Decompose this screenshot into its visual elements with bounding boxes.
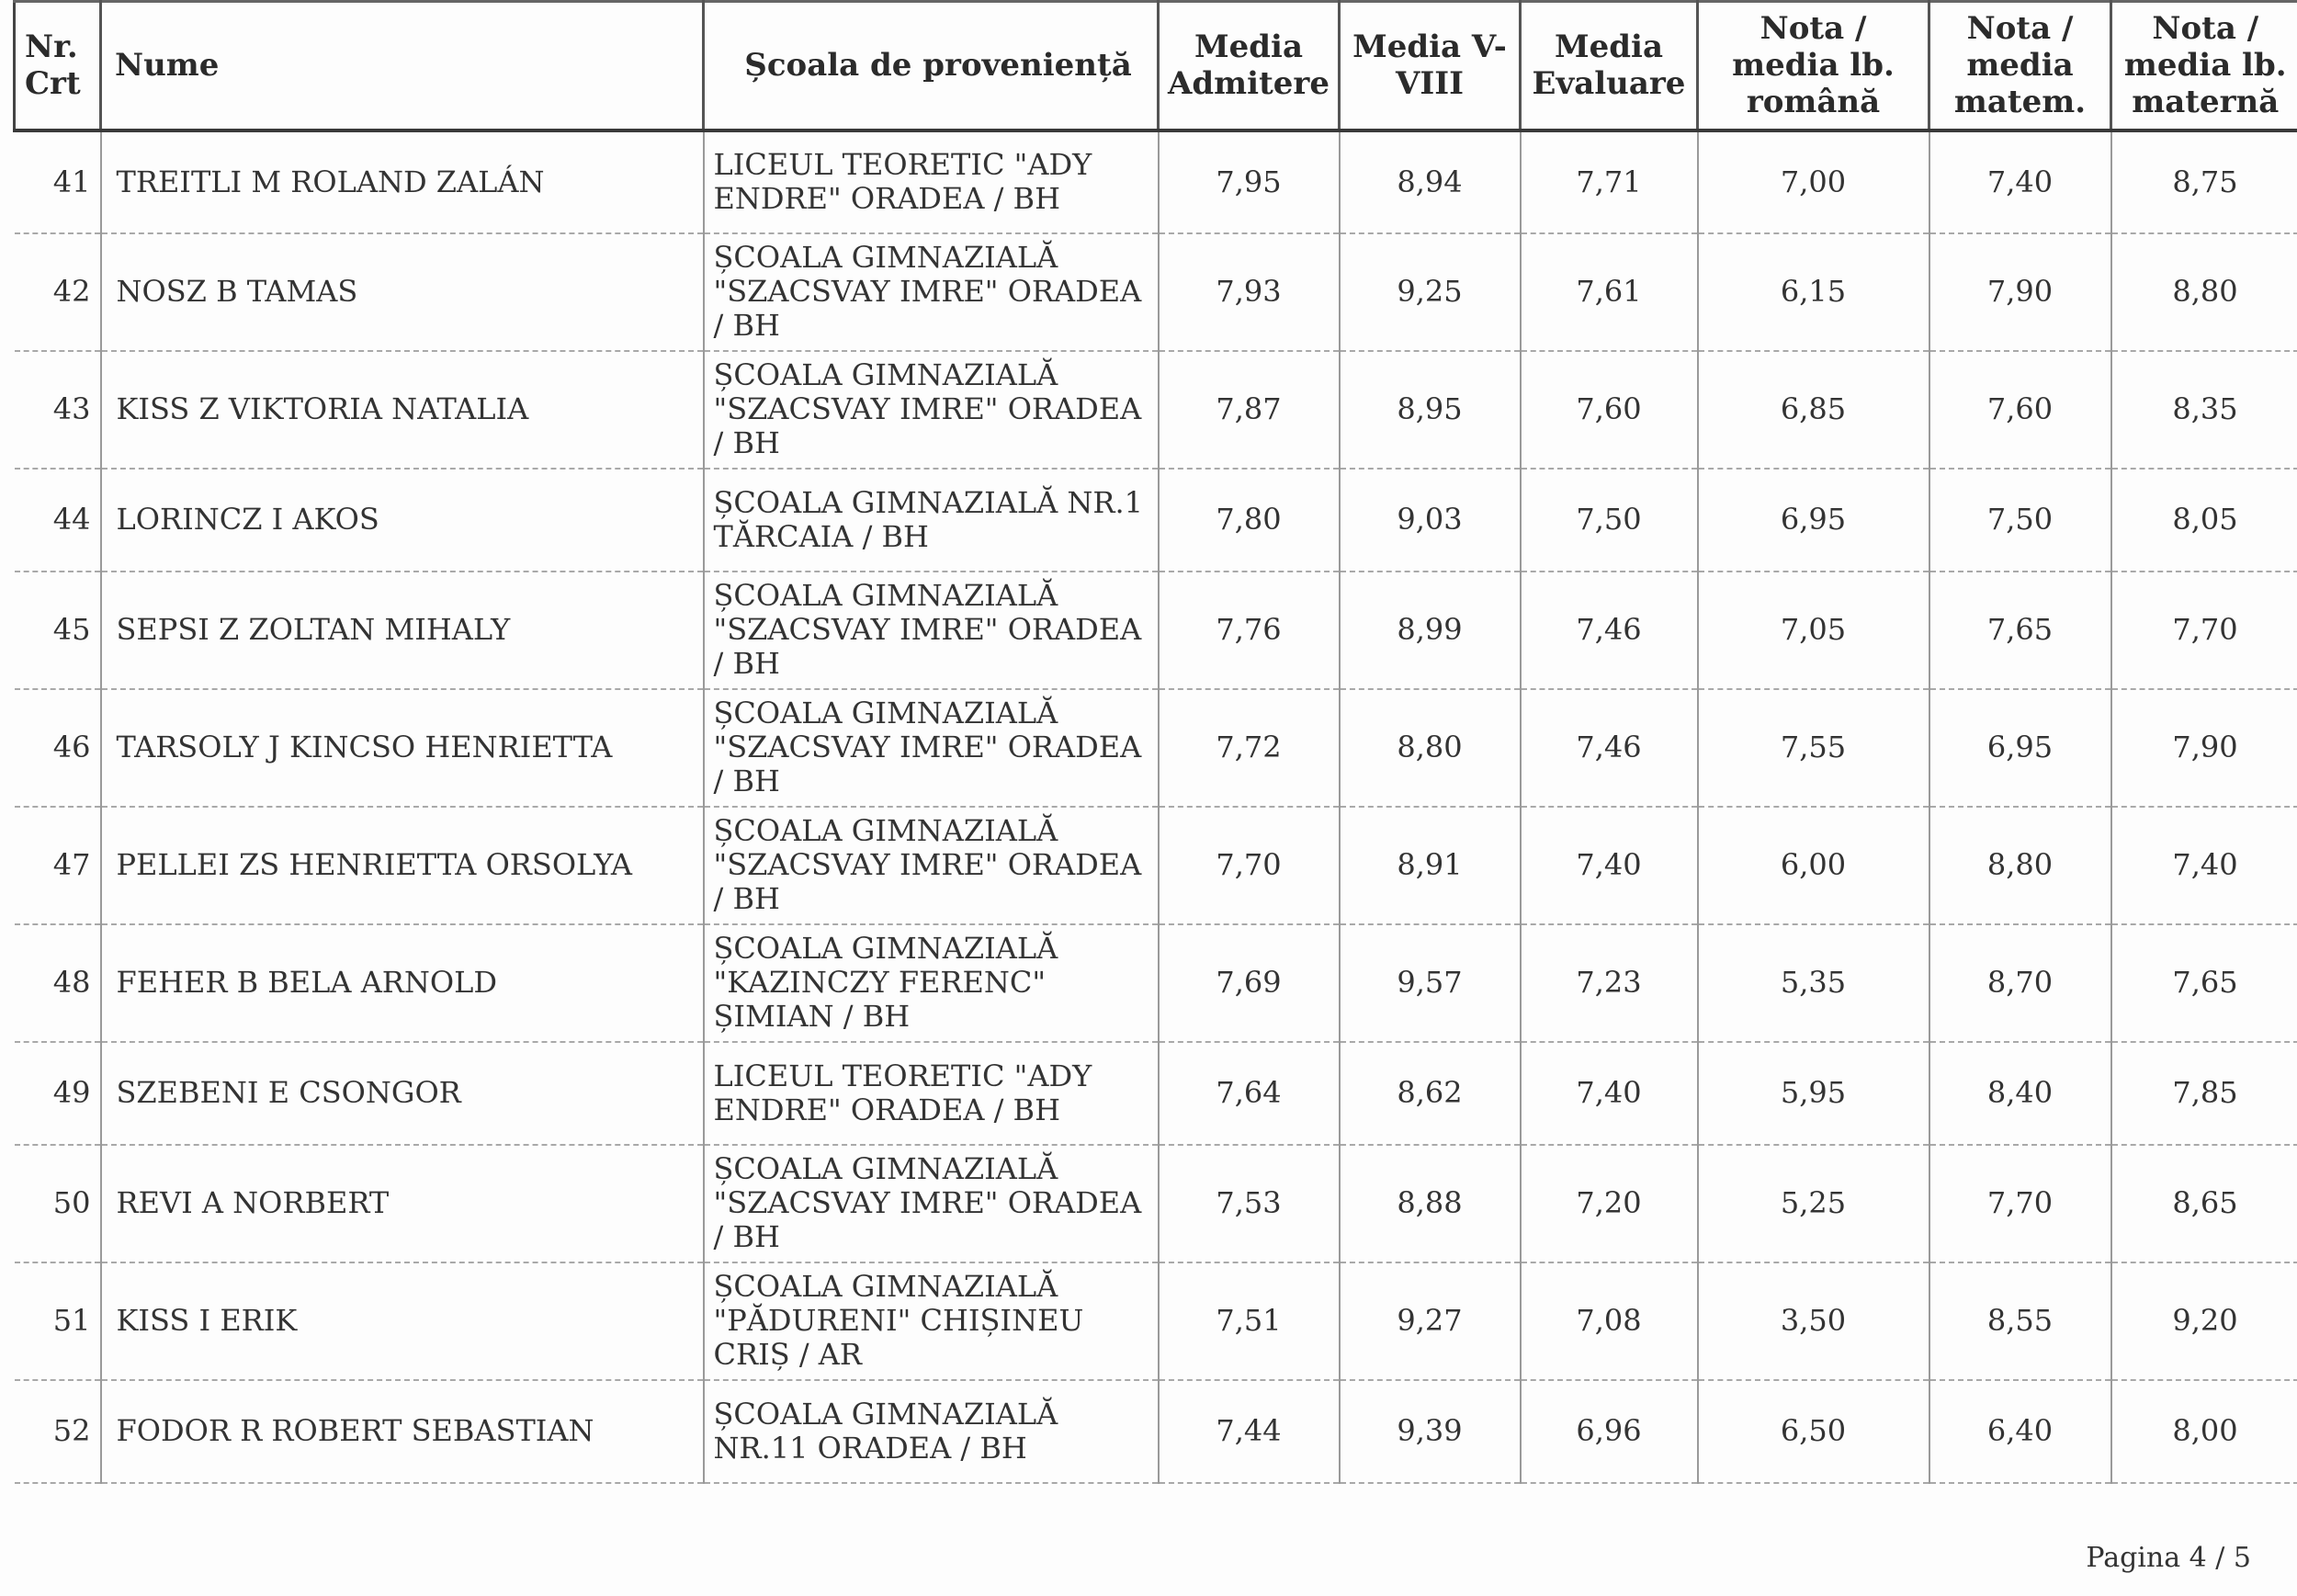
row-school: LICEUL TEORETIC "ADY ENDRE" ORADEA / BH	[704, 130, 1159, 233]
row-name: LORINCZ I AKOS	[101, 469, 704, 572]
table-row	[15, 469, 2297, 572]
row-media-admitere: 7,44	[1159, 1380, 1340, 1483]
row-nota-materna: 7,65	[2111, 924, 2297, 1042]
row-nota-materna: 7,70	[2111, 572, 2297, 689]
row-school: ȘCOALA GIMNAZIALĂ "KAZINCZY FERENC" ȘIMIAN / BH	[704, 924, 1159, 1042]
row-nota-romana: 6,95	[1698, 469, 1929, 572]
table-row	[15, 1262, 2297, 1380]
row-school: ȘCOALA GIMNAZIALĂ "SZACSVAY IMRE" ORADEA / BH	[704, 351, 1159, 469]
results-table	[13, 0, 2297, 1484]
header-nota-romana: Nota / media lb. română	[1698, 2, 1929, 130]
table-header	[15, 2, 2297, 130]
row-media-v-viii: 9,39	[1340, 1380, 1521, 1483]
row-name: NOSZ B TAMAS	[101, 233, 704, 351]
row-nota-romana: 7,55	[1698, 689, 1929, 807]
row-nota-matem: 8,55	[1929, 1262, 2111, 1380]
row-nota-matem: 7,60	[1929, 351, 2111, 469]
table-row	[15, 572, 2297, 689]
row-nota-romana: 5,25	[1698, 1145, 1929, 1262]
table-row	[15, 1145, 2297, 1262]
row-nota-materna: 8,75	[2111, 130, 2297, 233]
table-row	[15, 1042, 2297, 1145]
row-media-admitere: 7,72	[1159, 689, 1340, 807]
row-school: ȘCOALA GIMNAZIALĂ NR.11 ORADEA / BH	[704, 1380, 1159, 1483]
row-nr: 43	[15, 351, 101, 469]
row-media-evaluare: 7,61	[1521, 233, 1698, 351]
row-media-admitere: 7,51	[1159, 1262, 1340, 1380]
row-nota-materna: 8,05	[2111, 469, 2297, 572]
header-nota-materna: Nota / media lb. maternă	[2111, 2, 2297, 130]
row-media-evaluare: 7,60	[1521, 351, 1698, 469]
table-row	[15, 233, 2297, 351]
row-name: FODOR R ROBERT SEBASTIAN	[101, 1380, 704, 1483]
row-nota-matem: 7,40	[1929, 130, 2111, 233]
row-nota-matem: 7,90	[1929, 233, 2111, 351]
row-media-admitere: 7,53	[1159, 1145, 1340, 1262]
row-media-v-viii: 8,80	[1340, 689, 1521, 807]
header-nr-crt: Nr. Crt	[15, 2, 101, 130]
row-nr: 50	[15, 1145, 101, 1262]
header-media-v-viii: Media V-VIII	[1340, 2, 1521, 130]
row-name: REVI A NORBERT	[101, 1145, 704, 1262]
row-media-admitere: 7,64	[1159, 1042, 1340, 1145]
row-school: ȘCOALA GIMNAZIALĂ "SZACSVAY IMRE" ORADEA / BH	[704, 233, 1159, 351]
row-school: ȘCOALA GIMNAZIALĂ "SZACSVAY IMRE" ORADEA / BH	[704, 689, 1159, 807]
row-nota-matem: 8,40	[1929, 1042, 2111, 1145]
row-media-evaluare: 7,23	[1521, 924, 1698, 1042]
row-name: TARSOLY J KINCSO HENRIETTA	[101, 689, 704, 807]
row-nota-materna: 7,90	[2111, 689, 2297, 807]
table-row	[15, 1380, 2297, 1483]
table-row	[15, 351, 2297, 469]
row-school: ȘCOALA GIMNAZIALĂ NR.1 TĂRCAIA / BH	[704, 469, 1159, 572]
row-media-admitere: 7,70	[1159, 807, 1340, 924]
row-media-evaluare: 6,96	[1521, 1380, 1698, 1483]
row-media-evaluare: 7,40	[1521, 1042, 1698, 1145]
row-media-v-viii: 8,91	[1340, 807, 1521, 924]
header-media-admitere: Media Admitere	[1159, 2, 1340, 130]
row-nr: 52	[15, 1380, 101, 1483]
row-name: TREITLI M ROLAND ZALÁN	[101, 130, 704, 233]
row-nota-materna: 8,65	[2111, 1145, 2297, 1262]
row-media-v-viii: 8,88	[1340, 1145, 1521, 1262]
row-nr: 44	[15, 469, 101, 572]
row-media-admitere: 7,95	[1159, 130, 1340, 233]
row-nota-materna: 7,85	[2111, 1042, 2297, 1145]
row-nota-romana: 5,35	[1698, 924, 1929, 1042]
row-media-v-viii: 8,99	[1340, 572, 1521, 689]
row-nr: 48	[15, 924, 101, 1042]
row-name: KISS I ERIK	[101, 1262, 704, 1380]
row-media-evaluare: 7,71	[1521, 130, 1698, 233]
row-media-evaluare: 7,46	[1521, 689, 1698, 807]
row-nr: 51	[15, 1262, 101, 1380]
row-nr: 46	[15, 689, 101, 807]
row-school: LICEUL TEORETIC "ADY ENDRE" ORADEA / BH	[704, 1042, 1159, 1145]
row-nr: 45	[15, 572, 101, 689]
row-name: FEHER B BELA ARNOLD	[101, 924, 704, 1042]
row-nr: 47	[15, 807, 101, 924]
row-nota-romana: 6,50	[1698, 1380, 1929, 1483]
row-media-admitere: 7,80	[1159, 469, 1340, 572]
row-nota-romana: 6,00	[1698, 807, 1929, 924]
table-row	[15, 689, 2297, 807]
row-nota-materna: 8,00	[2111, 1380, 2297, 1483]
row-name: SZEBENI E CSONGOR	[101, 1042, 704, 1145]
row-nota-materna: 9,20	[2111, 1262, 2297, 1380]
row-media-v-viii: 9,03	[1340, 469, 1521, 572]
row-media-v-viii: 9,57	[1340, 924, 1521, 1042]
row-nota-romana: 6,15	[1698, 233, 1929, 351]
table-row	[15, 130, 2297, 233]
header-school: Școala de proveniență	[704, 2, 1159, 130]
row-media-v-viii: 8,62	[1340, 1042, 1521, 1145]
row-media-admitere: 7,87	[1159, 351, 1340, 469]
row-nota-materna: 8,80	[2111, 233, 2297, 351]
row-school: ȘCOALA GIMNAZIALĂ "SZACSVAY IMRE" ORADEA / BH	[704, 1145, 1159, 1262]
row-nr: 49	[15, 1042, 101, 1145]
row-school: ȘCOALA GIMNAZIALĂ "SZACSVAY IMRE" ORADEA / BH	[704, 572, 1159, 689]
row-media-admitere: 7,76	[1159, 572, 1340, 689]
row-media-v-viii: 8,94	[1340, 130, 1521, 233]
header-nota-matem: Nota / media matem.	[1929, 2, 2111, 130]
row-name: PELLEI ZS HENRIETTA ORSOLYA	[101, 807, 704, 924]
row-nota-matem: 8,70	[1929, 924, 2111, 1042]
row-nota-romana: 3,50	[1698, 1262, 1929, 1380]
row-nota-romana: 7,00	[1698, 130, 1929, 233]
row-nota-romana: 6,85	[1698, 351, 1929, 469]
row-nota-matem: 6,95	[1929, 689, 2111, 807]
row-nota-matem: 7,70	[1929, 1145, 2111, 1262]
page-number: Pagina 4 / 5	[2086, 1542, 2251, 1574]
row-nota-materna: 8,35	[2111, 351, 2297, 469]
row-media-evaluare: 7,20	[1521, 1145, 1698, 1262]
row-nota-matem: 6,40	[1929, 1380, 2111, 1483]
row-media-v-viii: 8,95	[1340, 351, 1521, 469]
header-name: Nume	[101, 2, 704, 130]
row-nr: 42	[15, 233, 101, 351]
row-nota-matem: 7,50	[1929, 469, 2111, 572]
row-school: ȘCOALA GIMNAZIALĂ "SZACSVAY IMRE" ORADEA / BH	[704, 807, 1159, 924]
row-nota-romana: 5,95	[1698, 1042, 1929, 1145]
row-nota-matem: 8,80	[1929, 807, 2111, 924]
header-row	[15, 2, 2297, 130]
row-media-v-viii: 9,25	[1340, 233, 1521, 351]
row-nota-matem: 7,65	[1929, 572, 2111, 689]
row-name: KISS Z VIKTORIA NATALIA	[101, 351, 704, 469]
table-row	[15, 807, 2297, 924]
row-media-v-viii: 9,27	[1340, 1262, 1521, 1380]
row-school: ȘCOALA GIMNAZIALĂ "PĂDURENI" CHIȘINEU CRIȘ / AR	[704, 1262, 1159, 1380]
row-nr: 41	[15, 130, 101, 233]
row-nota-romana: 7,05	[1698, 572, 1929, 689]
row-media-evaluare: 7,40	[1521, 807, 1698, 924]
table-row	[15, 924, 2297, 1042]
row-media-evaluare: 7,46	[1521, 572, 1698, 689]
row-media-evaluare: 7,08	[1521, 1262, 1698, 1380]
row-nota-materna: 7,40	[2111, 807, 2297, 924]
row-media-admitere: 7,69	[1159, 924, 1340, 1042]
row-media-admitere: 7,93	[1159, 233, 1340, 351]
row-media-evaluare: 7,50	[1521, 469, 1698, 572]
table-body	[15, 130, 2297, 1483]
row-name: SEPSI Z ZOLTAN MIHALY	[101, 572, 704, 689]
header-media-evaluare: Media Evaluare	[1521, 2, 1698, 130]
